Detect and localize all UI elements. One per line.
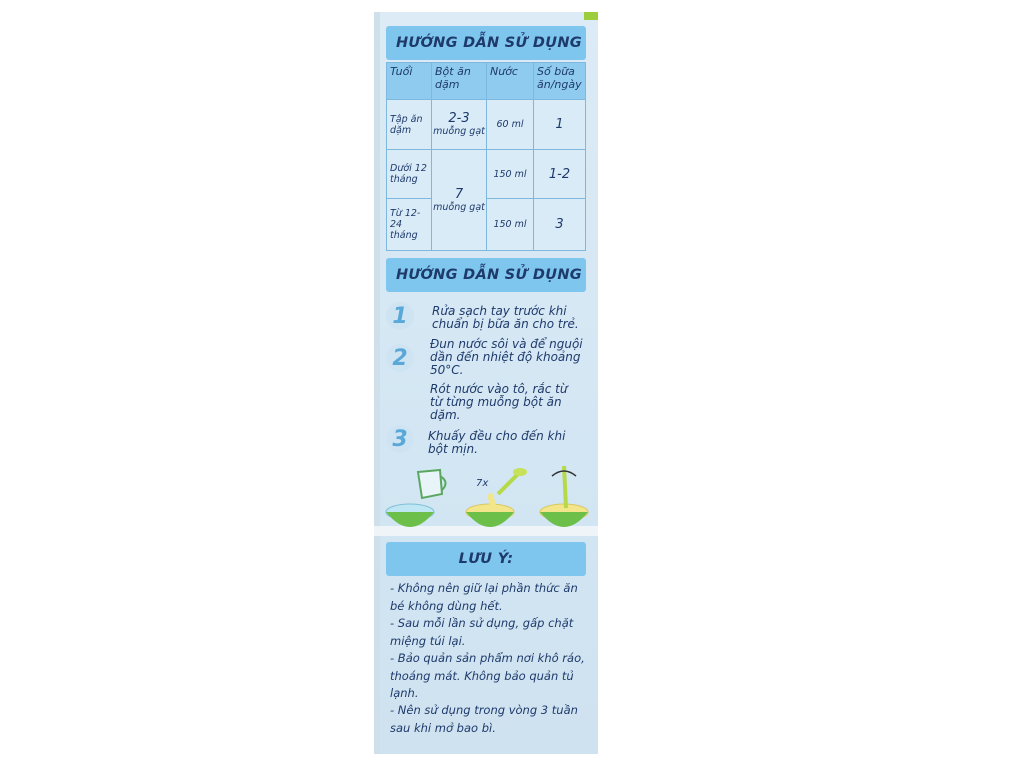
row-water: 150 ml [487, 150, 534, 199]
usage-table [386, 62, 586, 251]
step-1-number: 1 [386, 302, 414, 330]
table-row [387, 150, 586, 199]
col-meals: Số bữa ăn/ngày [534, 63, 586, 100]
col-water: Nước [487, 63, 534, 100]
row-amount [432, 150, 487, 251]
col-age: Tuổi [387, 63, 432, 100]
step-2-text: Đun nước sôi và để nguội dần đến nhiệt độ khoảng 50°C. [430, 337, 583, 377]
note-item: - Bảo quản sản phẩm nơi khô ráo, thoáng mát. Không bảo quản tủ lạnh. [390, 651, 585, 700]
row-age: Từ 12-24 tháng [387, 199, 432, 251]
row-amount [432, 100, 487, 150]
spoon-count-label: 7x [476, 478, 489, 489]
table-header-row [387, 63, 586, 100]
amount-number: 7 [454, 186, 464, 202]
usage-table-header: HƯỚNG DẪN SỬ DỤNG [386, 26, 586, 60]
row-water: 60 ml [487, 100, 534, 150]
step-3-number: 3 [386, 425, 414, 453]
notes-header: LƯU Ý: [386, 542, 586, 576]
bowl-with-water-icon [386, 470, 446, 527]
step-2-text-continued: Rót nước vào tô, rắc từ từ từng muỗng bột ăn dặm. [430, 382, 568, 422]
bowl-with-powder-icon [466, 468, 527, 527]
package-green-edge [584, 12, 598, 20]
note-item: - Sau mỗi lần sử dụng, gấp chặt miệng túi lại. [390, 616, 574, 648]
step-2-number: 2 [386, 344, 414, 372]
note-item: - Không nên giữ lại phần thức ăn bé không dùng hết. [390, 581, 578, 613]
amount-unit: muỗng gạt [433, 201, 485, 213]
row-age: Dưới 12 tháng [387, 150, 432, 199]
row-meals: 1 [534, 100, 586, 150]
step-3-text: Khuấy đều cho đến khi bột mịn. [428, 429, 566, 456]
instructions-header: HƯỚNG DẪN SỬ DỤNG [386, 258, 586, 292]
amount-number: 2-3 [448, 111, 470, 126]
row-water: 150 ml [487, 199, 534, 251]
step-1-text: Rửa sạch tay trước khi chuẩn bị bữa ăn cho trẻ. [432, 304, 579, 331]
bowl-stirring-icon [540, 466, 588, 527]
package-left-edge [374, 12, 380, 754]
col-amount: Bột ăn dặm [432, 63, 487, 100]
amount-unit: muỗng gạt [433, 126, 485, 137]
note-item: - Nên sử dụng trong vòng 3 tuần sau khi mở bao bì. [390, 703, 578, 735]
row-age: Tập ăn dặm [387, 100, 432, 150]
row-meals: 3 [534, 199, 586, 251]
table-row [387, 199, 586, 251]
table-row [387, 100, 586, 150]
preparation-illustration [380, 462, 598, 542]
row-meals: 1-2 [534, 150, 586, 199]
